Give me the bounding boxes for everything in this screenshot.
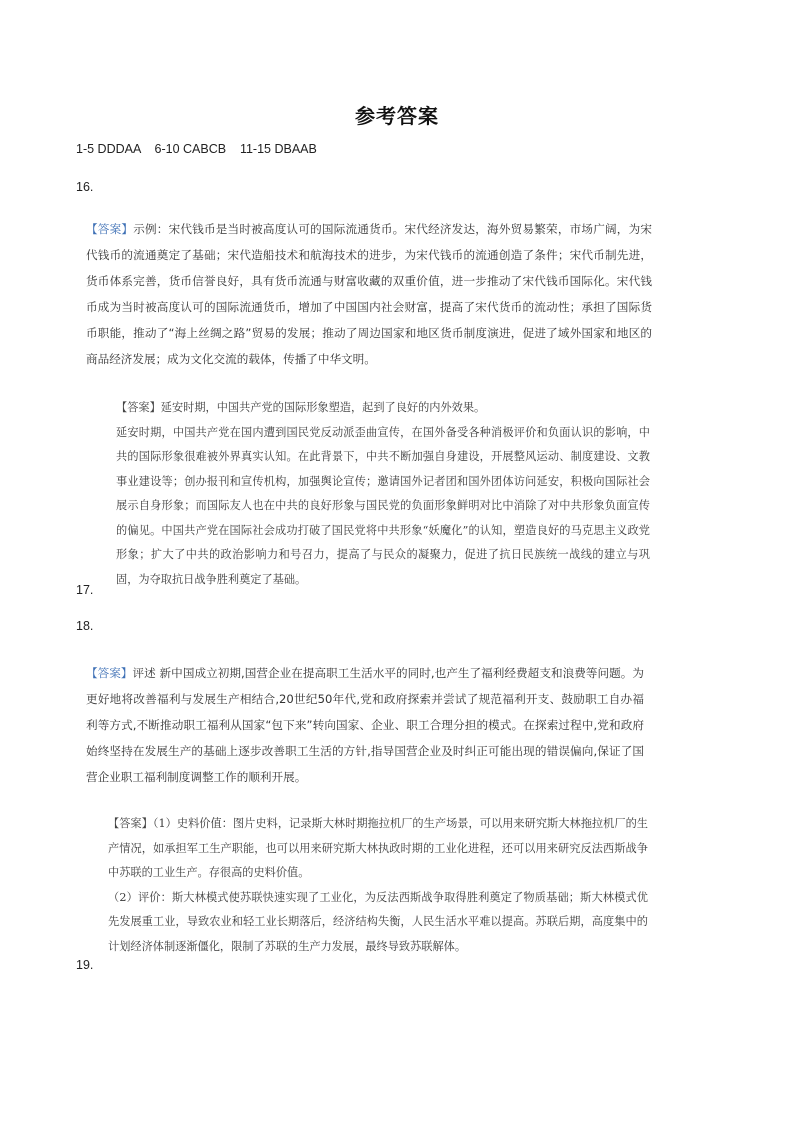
answer-part-2: （2）评价：斯大林模式使苏联快速实现了工业化，为反法西斯战争取得胜利奠定了物质基础；斯大林模式优先发展重工业，导致农业和轻工业长期落后，经济结构失衡，人民生活水平难以提高。苏联后期，高度集中的计划经济体制逐渐僵化，限制了苏联的生产力发展，最终导致苏联解体。 [108, 890, 648, 953]
answer-label: 【答案】 [86, 222, 134, 236]
page-title: 参考答案 [355, 104, 439, 128]
question-19-answer [108, 812, 648, 959]
answer-label: 【答案】 [116, 401, 161, 414]
answer-heading: 延安时期，中国共产党的国际形象塑造，起到了良好的内外效果。 [160, 401, 486, 414]
question-16-number: 16. [76, 180, 94, 194]
answer-text: 示例：宋代钱币是当时被高度认可的国际流通货币。宋代经济发达，海外贸易繁荣，市场广阔，为宋代钱币的流通奠定了基础；宋代造船技术和航海技术的进步，为宋代钱币的流通创造了条件；宋代币制先进，货币体系完善，货币信誉良好，具有货币流通与财富收藏的双重价值，进一步推动了宋代钱币国际化。宋代钱币成为当时被高度认可的国际流通货币，增加了中国国内社会财富，提高了宋代货币的流动性；承担了国际货币职能，推动了“海上丝绸之路”贸易的发展；推动了周边国家和地区货币制度演进，促进了域外国家和地区的商品经济发展；成为文化交流的载体，传播了中华文明。 [86, 222, 652, 366]
answer-label: 【答案】 [86, 666, 133, 680]
answer-text: 评述 新中国成立初期,国营企业在提高职工生活水平的同时,也产生了福利经费超支和浪费等问题。为更好地将改善福利与发展生产相结合,20世纪50年代,党和政府探索并尝试了规范福利开支、鼓励职工自办福利等方式,不断推动职工福利从国家“包下来”转向国家、企业、职工合理分担的模式。在探索过程中,党和政府始终坚持在发展生产的基础上逐步改善职工生活的方针,指导国营企业及时纠正可能出现的错误偏向,保证了国营企业职工福利制度调整工作的顺利开展。 [86, 666, 644, 784]
question-18-number: 18. [76, 619, 94, 633]
answer-label: 【答案】 [108, 817, 153, 830]
question-17-answer [116, 396, 650, 592]
answer-text: 延安时期，中国共产党在国内遭到国民党反动派歪曲宣传，在国外备受各种消极评价和负面认识的影响，中共的国际形象很难被外界真实认知。在此背景下，中共不断加强自身建设，开展整风运动、制度建设、文教事业建设等；创办报刊和宣传机构，加强舆论宣传；邀请国外记者团和国外团体访问延安，积极向国际社会展示自身形象；而国际友人也在中共的良好形象与国民党的负面形象鲜明对比中消除了对中共形象负面宣传的偏见。中国共产党在国际社会成功打破了国民党将中共形象“妖魔化”的认知，塑造良好的马克思主义政党形象；扩大了中共的政治影响力和号召力，提高了与民众的凝聚力，促进了抗日民族统一战线的建立与巩固，为夺取抗日战争胜利奠定了基础。 [116, 425, 650, 586]
question-17-number: 17. [76, 583, 94, 597]
question-18-answer [86, 660, 644, 790]
multiple-choice-answers: 1-5 DDDAA 6-10 CABCB 11-15 DBAAB [76, 142, 317, 156]
question-16-answer [86, 216, 652, 372]
question-19-number: 19. [76, 958, 94, 972]
answer-part-1: （1）史料价值：图片史料，记录斯大林时期拖拉机厂的生产场景，可以用来研究斯大林拖拉机厂的生产情况，如承担军工生产职能，也可以用来研究斯大林执政时期的工业化进程，还可以用来研究反法西斯战争中苏联的工业生产。存很高的史料价值。 [108, 817, 648, 879]
